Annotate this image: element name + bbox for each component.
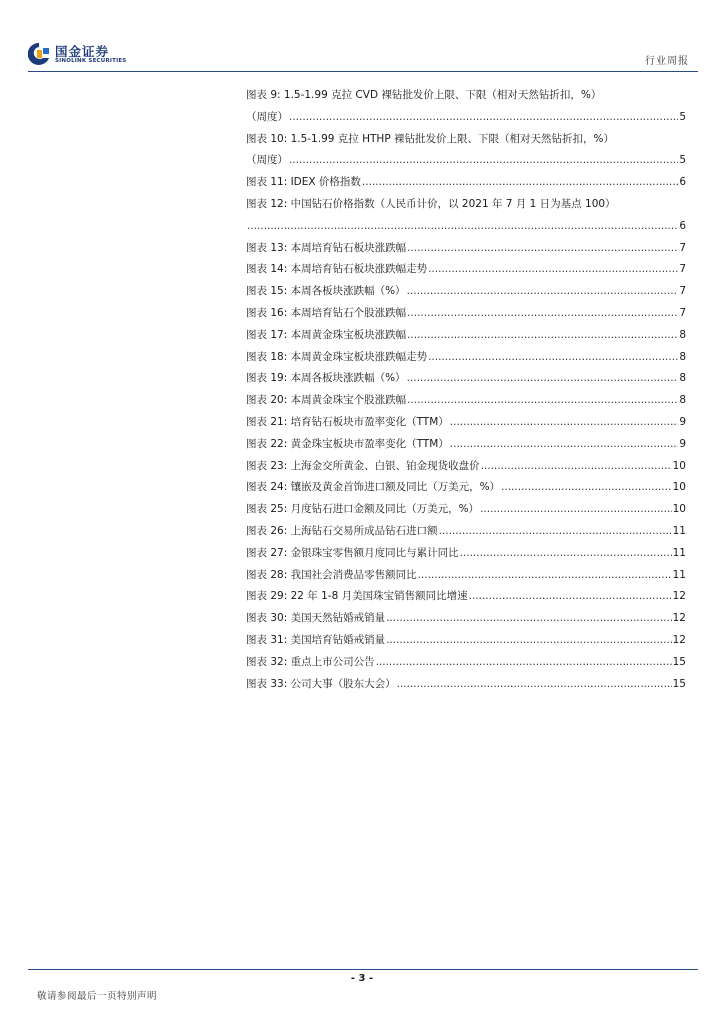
dot-leader xyxy=(397,674,672,696)
toc-entry[interactable] xyxy=(246,499,686,521)
toc-entry[interactable] xyxy=(246,477,686,499)
dot-leader xyxy=(450,412,679,434)
toc-entry[interactable] xyxy=(246,238,686,260)
toc-page-number: 7 xyxy=(679,285,686,298)
toc-entry[interactable] xyxy=(246,281,686,303)
toc-entry[interactable] xyxy=(246,368,686,390)
toc-page-number: 8 xyxy=(679,350,686,363)
toc-page-number: 9 xyxy=(679,437,686,450)
footer-divider xyxy=(28,969,698,970)
toc-page-number: 11 xyxy=(672,524,686,537)
toc-page-number: 8 xyxy=(679,372,686,385)
toc-entry[interactable] xyxy=(246,194,686,216)
toc-entry-title: 图表 31: 美国培育钻婚戒销量 xyxy=(246,633,386,646)
toc-entry[interactable] xyxy=(246,586,686,608)
toc-entry[interactable] xyxy=(246,674,686,696)
page-header xyxy=(0,0,724,80)
dot-leader xyxy=(439,521,672,543)
toc-entry[interactable] xyxy=(246,543,686,565)
toc-entry[interactable] xyxy=(246,303,686,325)
toc-page-number: 10 xyxy=(672,481,686,494)
toc-entry-title: 图表 33: 公司大事（股东大会） xyxy=(246,677,396,690)
toc-entry-title: 图表 17: 本周黄金珠宝板块涨跌幅 xyxy=(246,328,407,341)
toc-entry-title: 图表 10: 1.5-1.99 克拉 HTHP 裸钻批发价上限、下限（相对天然钻折扣，%） xyxy=(246,132,614,145)
dot-leader xyxy=(460,543,672,565)
toc-entry[interactable] xyxy=(246,172,686,194)
toc-entry[interactable] xyxy=(246,129,686,151)
toc-entry[interactable] xyxy=(246,608,686,630)
dot-leader xyxy=(386,608,672,630)
toc-entry[interactable] xyxy=(246,434,686,456)
toc-entry[interactable] xyxy=(246,325,686,347)
dot-leader xyxy=(480,499,672,521)
sinolink-logo-icon xyxy=(28,42,50,66)
toc-page-number: 15 xyxy=(672,677,686,690)
toc-entry-title: 图表 16: 本周培育钻石个股涨跌幅 xyxy=(246,306,407,319)
toc-page-number: 12 xyxy=(672,633,686,646)
toc-page-number: 7 xyxy=(679,241,686,254)
toc-page-number: 11 xyxy=(672,546,686,559)
toc-entry-title: 图表 21: 培育钻石板块市盈率变化（TTM） xyxy=(246,415,449,428)
toc-entry-title: 图表 19: 本周各板块涨跌幅（%） xyxy=(246,372,406,385)
dot-leader xyxy=(407,325,678,347)
report-type-label: 行业周报 xyxy=(645,56,689,67)
dot-leader xyxy=(289,107,678,129)
dot-leader xyxy=(247,216,678,238)
toc-entry[interactable] xyxy=(246,630,686,652)
dot-leader xyxy=(376,652,672,674)
dot-leader xyxy=(428,259,678,281)
toc-entry-title: 图表 27: 金银珠宝零售额月度同比与累计同比 xyxy=(246,546,459,559)
toc-entry-title: 图表 28: 我国社会消费品零售额同比 xyxy=(246,568,417,581)
toc-page-number: 7 xyxy=(679,263,686,276)
toc-entry-title: 图表 26: 上海钻石交易所成品钻石进口额 xyxy=(246,524,438,537)
dot-leader xyxy=(418,565,672,587)
toc-page-number: 6 xyxy=(679,219,686,232)
toc-entry-title: 图表 29: 22 年 1-8 月美国珠宝销售额同比增速 xyxy=(246,590,468,603)
dot-leader xyxy=(407,390,678,412)
toc-page-number: 5 xyxy=(679,154,686,167)
dot-leader xyxy=(469,586,672,608)
toc-entry-title: （周度） xyxy=(246,110,288,123)
toc-page-number: 6 xyxy=(679,176,686,189)
dot-leader xyxy=(450,434,679,456)
toc-entry-title: 图表 30: 美国天然钻婚戒销量 xyxy=(246,612,386,625)
toc-page-number: 10 xyxy=(672,459,686,472)
dot-leader xyxy=(407,303,678,325)
toc-page-number: 10 xyxy=(672,503,686,516)
toc-entry-title: 图表 14: 本周培育钻石板块涨跌幅走势 xyxy=(246,263,428,276)
toc-entry-title: 图表 11: IDEX 价格指数 xyxy=(246,176,361,189)
toc-page-number: 11 xyxy=(672,568,686,581)
toc-entry-continuation[interactable] xyxy=(246,107,686,129)
toc-entry-continuation[interactable] xyxy=(246,216,686,238)
header-divider xyxy=(28,71,698,72)
toc-entry-title: 图表 24: 镶嵌及黄金首饰进口额及同比（万美元，%） xyxy=(246,481,501,494)
dot-leader xyxy=(362,172,678,194)
toc-page-number: 5 xyxy=(679,110,686,123)
toc-entry[interactable] xyxy=(246,521,686,543)
dot-leader xyxy=(407,281,679,303)
toc-entry[interactable] xyxy=(246,85,686,107)
toc-entry-continuation[interactable] xyxy=(246,150,686,172)
toc-entry[interactable] xyxy=(246,390,686,412)
toc-entry-title: （周度） xyxy=(246,154,288,167)
toc-entry[interactable] xyxy=(246,652,686,674)
toc-entry[interactable] xyxy=(246,456,686,478)
dot-leader xyxy=(428,347,678,369)
dot-leader xyxy=(407,368,679,390)
dot-leader xyxy=(386,630,672,652)
toc-entry[interactable] xyxy=(246,259,686,281)
toc-page-number: 8 xyxy=(679,394,686,407)
toc-entry[interactable] xyxy=(246,565,686,587)
toc-entry[interactable] xyxy=(246,412,686,434)
logo-english-name: SINOLINK SECURITIES xyxy=(55,58,127,64)
company-logo xyxy=(28,42,158,68)
toc-page-number: 15 xyxy=(672,655,686,668)
toc-entry-title: 图表 23: 上海金交所黄金、白银、铂金现货收盘价 xyxy=(246,459,480,472)
toc-page-number: 8 xyxy=(679,328,686,341)
dot-leader xyxy=(481,456,672,478)
disclaimer-note: 敬请参阅最后一页特别声明 xyxy=(37,991,158,1002)
toc-page-number: 7 xyxy=(679,306,686,319)
figure-index-list xyxy=(246,85,686,695)
dot-leader xyxy=(501,477,672,499)
toc-page-number: 12 xyxy=(672,612,686,625)
toc-page-number: 9 xyxy=(679,415,686,428)
dot-leader xyxy=(407,238,678,260)
page-number: - 3 - xyxy=(350,973,374,984)
toc-entry[interactable] xyxy=(246,347,686,369)
toc-entry-title: 图表 25: 月度钻石进口金额及同比（万美元，%） xyxy=(246,503,480,516)
toc-entry-title: 图表 22: 黄金珠宝板块市盈率变化（TTM） xyxy=(246,437,449,450)
toc-entry-title: 图表 32: 重点上市公司公告 xyxy=(246,655,375,668)
toc-entry-title: 图表 20: 本周黄金珠宝个股涨跌幅 xyxy=(246,394,407,407)
logo-chinese-name: 国金证券 xyxy=(55,44,110,59)
toc-entry-title: 图表 9: 1.5-1.99 克拉 CVD 裸钻批发价上限、下限（相对天然钻折扣，%） xyxy=(246,89,602,101)
dot-leader xyxy=(289,150,678,172)
toc-entry-title: 图表 15: 本周各板块涨跌幅（%） xyxy=(246,285,406,298)
toc-entry-title: 图表 12: 中国钻石价格指数（人民币计价，以 2021 年 7 月 1 日为基点 100） xyxy=(246,197,616,210)
toc-entry-title: 图表 18: 本周黄金珠宝板块涨跌幅走势 xyxy=(246,350,428,363)
toc-entry-title: 图表 13: 本周培育钻石板块涨跌幅 xyxy=(246,241,407,254)
toc-page-number: 12 xyxy=(672,590,686,603)
